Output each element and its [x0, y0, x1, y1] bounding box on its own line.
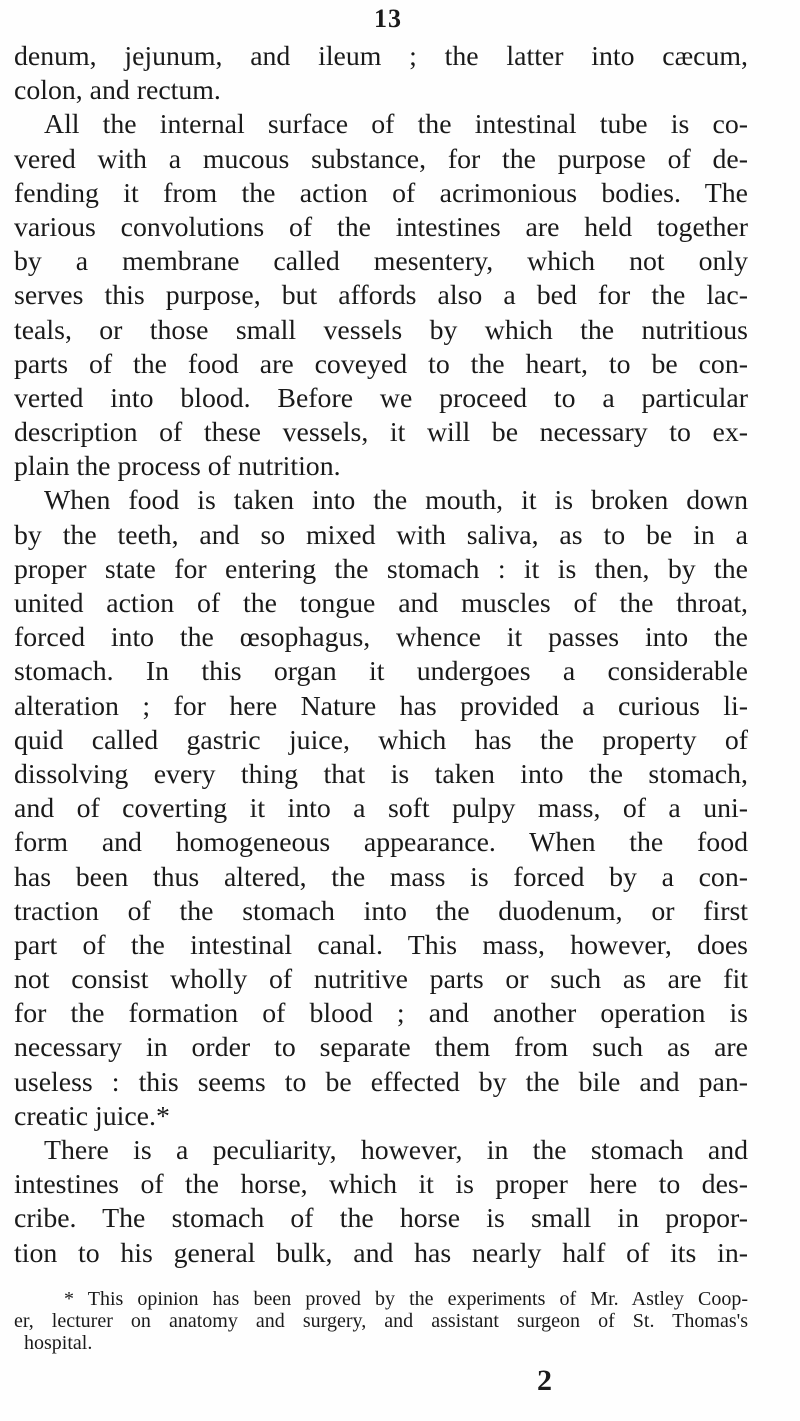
footnote-line: hospital. [24, 1332, 93, 1354]
text-line: description of these vessels, it will be necessary to ex- [14, 417, 748, 449]
text-line: dissolving every thing that is taken into the stomach, [14, 758, 748, 790]
text-line: part of the intestinal canal. This mass, however, does [14, 929, 748, 961]
text-line: various convolutions of the intestines are held together [14, 211, 748, 243]
text-line: by the teeth, and so mixed with saliva, as to be in a [14, 519, 748, 551]
text-line: useless : this seems to be effected by the bile and pan- [14, 1066, 748, 1098]
text-line: tion to his general bulk, and has nearly half of its in- [14, 1237, 748, 1269]
text-line: by a membrane called mesentery, which not only [14, 246, 748, 278]
text-line: united action of the tongue and muscles of the throat, [14, 588, 748, 619]
text-line: teals, or those small vessels by which the nutritious [14, 314, 748, 346]
footnote [14, 1288, 748, 1354]
text-line: alteration ; for here Nature has provided a curious li- [14, 690, 748, 722]
text-line: verted into blood. Before we proceed to a particular [14, 382, 748, 414]
text-line: proper state for entering the stomach : it is then, by the [14, 553, 748, 585]
text-line: serves this purpose, but affords also a bed for the lac- [14, 280, 748, 312]
text-line: forced into the œsophagus, whence it passes into the [14, 622, 748, 654]
text-line: There is a peculiarity, however, in the stomach and [44, 1135, 748, 1166]
text-line: When food is taken into the mouth, it is broken down [44, 485, 748, 517]
text-line: fending it from the action of acrimonious bodies. The [14, 177, 748, 209]
body-text [14, 40, 748, 1271]
page-number: 13 [374, 4, 402, 33]
text-line: quid called gastric juice, which has the property of [14, 724, 748, 756]
text-line: intestines of the horse, which it is proper here to des- [14, 1169, 748, 1201]
text-line: creatic juice.* [14, 1100, 170, 1132]
text-line: parts of the food are coveyed to the heart, to be con- [14, 348, 748, 380]
text-line: vered with a mucous substance, for the purpose of de- [14, 143, 748, 175]
footnote-line: * This opinion has been proved by the experiments of Mr. Astley Coop- [64, 1288, 748, 1310]
text-line: for the formation of blood ; and another operation is [14, 998, 748, 1030]
text-line: colon, and rectum. [14, 75, 221, 107]
text-line: not consist wholly of nutritive parts or such as are fit [14, 964, 748, 996]
text-line: stomach. In this organ it undergoes a considerable [14, 656, 748, 688]
text-line: plain the process of nutrition. [14, 451, 341, 483]
footnote-line: er, lecturer on anatomy and surgery, and assistant surgeon of St. Thomas's [14, 1310, 748, 1332]
text-line: denum, jejunum, and ileum ; the latter into cæcum, [14, 41, 748, 72]
text-line: traction of the stomach into the duodenum, or first [14, 895, 748, 927]
text-line: form and homogeneous appearance. When the food [14, 827, 748, 859]
text-line: has been thus altered, the mass is forced by a con- [14, 861, 748, 893]
text-line: All the internal surface of the intestinal tube is co- [44, 109, 748, 141]
text-line: cribe. The stomach of the horse is small in propor- [14, 1203, 748, 1235]
signature-mark: 2 [537, 1364, 552, 1397]
text-line: necessary in order to separate them from such as are [14, 1032, 748, 1064]
text-line: and of coverting it into a soft pulpy mass, of a uni- [14, 793, 748, 825]
